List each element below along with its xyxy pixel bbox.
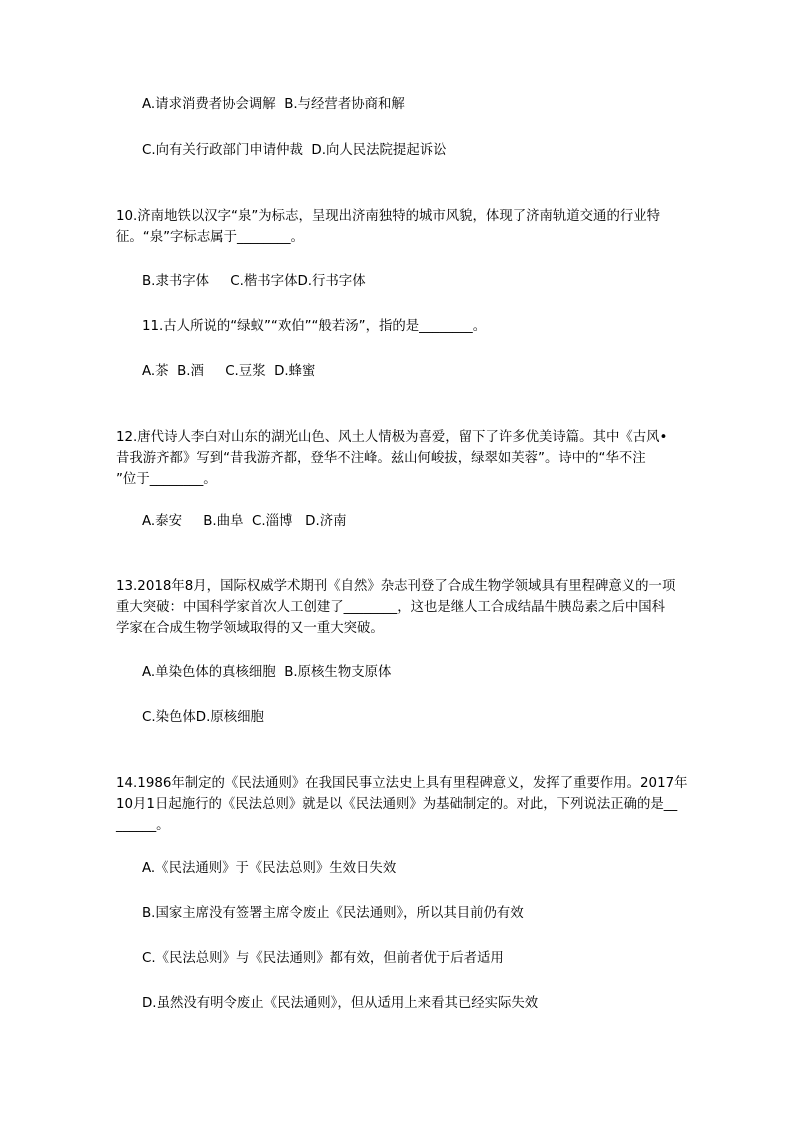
q11-stem: 11.古人所说的“绿蚁”“欢伯”“般若汤”，指的是________。 [142,319,487,334]
q13-stem-line3: 学家在合成生物学领域取得的又一重大突破。 [116,621,384,636]
q12-options: A.泰安 B.曲阜 C.淄博 D.济南 [142,514,347,529]
q12-stem-line1: 12.唐代诗人李白对山东的湖光山色、风土人情极为喜爱，留下了许多优美诗篇。其中《古风• [116,430,668,445]
q13-stem-line1: 13.2018年8月，国际权威学术期刊《自然》杂志刊登了合成生物学领域具有里程碑意义的一项 [116,579,676,594]
q14-stem-line1: 14.1986年制定的《民法通则》在我国民事立法史上具有里程碑意义，发挥了重要作用。2017年 [116,776,688,791]
q14-option-c: C.《民法总则》与《民法通则》都有效，但前者优于后者适用 [142,951,504,966]
q14-stem-line3: ______。 [116,818,170,833]
q14-option-d: D.虽然没有明令废止《民法通则》，但从适用上来看其已经实际失效 [142,996,539,1011]
q13-options-cd: C.染色体D.原核细胞 [142,710,264,725]
q14-option-a: A.《民法通则》于《民法总则》生效日失效 [142,861,397,876]
q12-stem-line2: 昔我游齐都》写到“昔我游齐都，登华不注峰。兹山何峻拔，绿翠如芙蓉”。诗中的“华不注 [116,451,646,466]
q11-options: A.茶 B.酒 C.豆浆 D.蜂蜜 [142,364,316,379]
q9-options-cd: C.向有关行政部门申请仲裁 D.向人民法院提起诉讼 [142,143,447,158]
q13-stem-line2: 重大突破：中国科学家首次人工创建了________，这也是继人工合成结晶牛胰岛素之后中国科 [116,600,666,615]
q14-option-b: B.国家主席没有签署主席令废止《民法通则》，所以其目前仍有效 [142,906,524,921]
q13-options-ab: A.单染色体的真核细胞 B.原核生物支原体 [142,665,392,680]
q10-stem-line2: 征。“泉”字标志属于________。 [116,230,304,245]
q14-stem-line2: 10月1日起施行的《民法总则》就是以《民法通则》为基础制定的。对此，下列说法正确的是__ [116,797,678,812]
q9-options-ab: A.请求消费者协会调解 B.与经营者协商和解 [142,97,405,112]
q10-options: B.隶书字体 C.楷书字体D.行书字体 [142,274,366,289]
q10-stem-line1: 10.济南地铁以汉字“泉”为标志，呈现出济南独特的城市风貌，体现了济南轨道交通的行业特 [116,209,661,224]
q12-stem-line3: ”位于________。 [116,472,217,487]
